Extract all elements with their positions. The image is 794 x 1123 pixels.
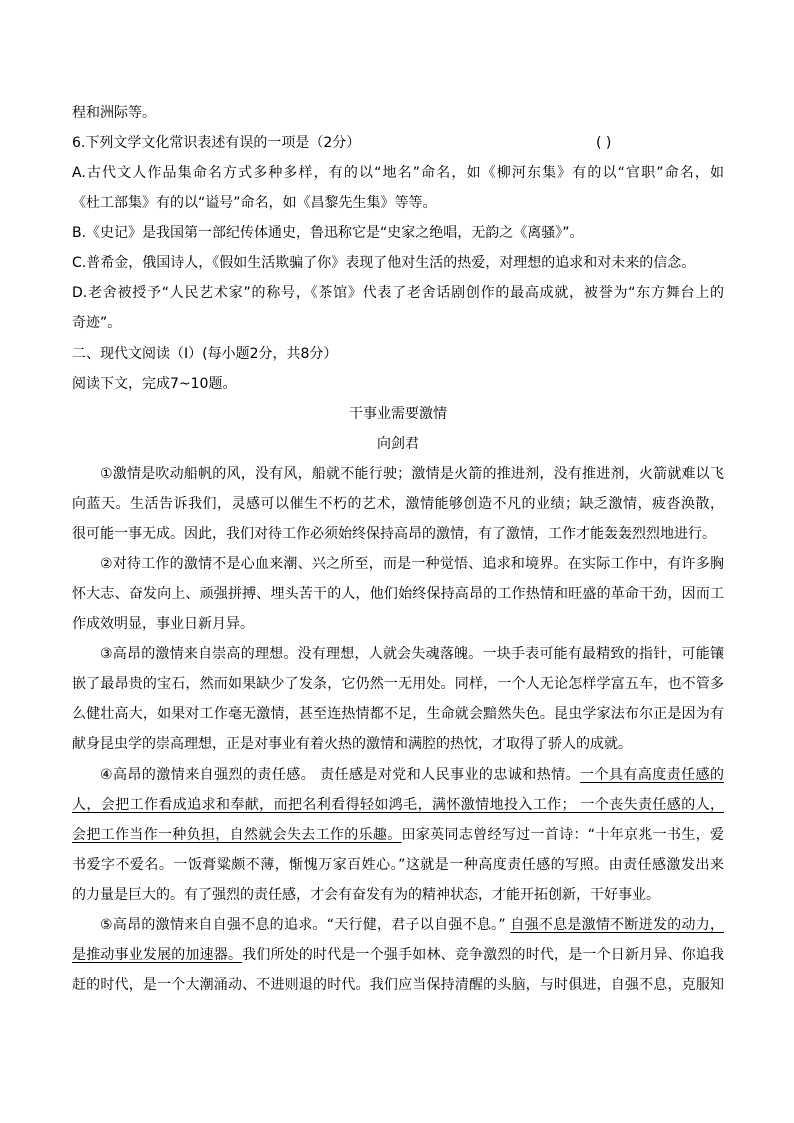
text-segment: 嵌了最昂贵的宝石，然而如果缺少了发条，它仍然一无用处。同样，一个人无论怎样学富五车，也不管多 [72, 676, 724, 693]
text-segment: ④高昂的激情来自强烈的责任感。 责任感是对党和人民事业的忠诚和热情。 [100, 766, 581, 783]
text-segment: 6.下列文学文化常识表述有误的一项是（2分） [72, 135, 361, 152]
answer-blank: ( ) [596, 135, 612, 152]
text-segment: 向剑君 [377, 435, 419, 452]
text-line [72, 795, 724, 815]
text-segment: 《杜工部集》有的以“谥号”命名，如《昌黎先生集》等等。 [72, 195, 437, 212]
text-line [72, 584, 724, 604]
text-line [72, 855, 724, 875]
text-segment: 作成效明显，事业日新月异。 [72, 616, 254, 633]
text-segment: 书爱字不爱名。一饭膏粱颇不薄，惭愧万家百姓心。”这就是一种高度责任感的写照。由责任感激发出来 [72, 856, 724, 873]
text-segment: ③高昂的激情来自崇高的理想。没有理想，人就会失魂落魄。一块手表可能有最精致的指针，可能镶 [100, 646, 724, 663]
text-segment: A.古代文人作品集命名方式多种多样，有的以“地名”命名，如《柳河东集》有的以“官职”命名，如 [72, 165, 724, 182]
text-line [72, 253, 724, 273]
text-segment: 阅读下文，完成7~10题。 [72, 375, 237, 392]
text-segment: 的力量是巨大的。有了强烈的责任感，才会有奋发有为的精神状态，才能开拓创新，干好事业。 [72, 886, 660, 903]
text-line [72, 554, 724, 574]
text-line [72, 614, 724, 634]
text-line [72, 704, 724, 724]
text-line [72, 494, 724, 514]
text-segment: B.《史记》是我国第一部纪传体通史，鲁迅称它是“史家之绝唱，无韵之《离骚》”。 [72, 225, 584, 242]
text-segment: 怀大志、奋发向上、顽强拼搏、埋头苦干的人，他们始终保持高昂的工作热情和旺盛的革命干劲，因而工 [72, 586, 724, 603]
text-segment: 田家英同志曾经写过一首诗：“十年京兆一书生，爱 [401, 826, 724, 843]
article-title [72, 404, 724, 424]
text-line [72, 644, 724, 664]
text-segment: ②对待工作的激情不是心血来潮、兴之所至，而是一种觉悟、追求和境界。在实际工作中，有许多胸 [100, 556, 724, 573]
underlined-text: 一个具有高度责任感的 [580, 766, 724, 783]
text-segment: ①激情是吹动船帆的风，没有风，船就不能行驶；激情是火箭的推进剂，没有推进剂，火箭就难以飞 [100, 465, 724, 482]
text-line [72, 975, 724, 995]
text-line [72, 885, 724, 905]
text-line [72, 313, 724, 333]
underlined-text: 自强不息是激情不断迸发的动力， [510, 916, 724, 933]
text-line [72, 344, 724, 364]
text-segment: 我们所处的时代是一个强手如林、竞争激烈的时代，是一个日新月异、你追我 [242, 946, 724, 963]
text-line [72, 734, 724, 754]
text-segment: 么健壮高大，如果对工作毫无激情，甚至连热情都不足，生命就会黯然失色。昆虫学家法布尔正是因为有 [72, 706, 724, 723]
text-segment: 赶的时代，是一个大潮涌动、不进则退的时代。我们应当保持清醒的头脑，与时俱进，自强不息，克服知 [72, 977, 724, 994]
text-segment: 献身昆虫学的崇高理想，正是对事业有着火热的激情和满腔的热忱，才取得了骄人的成就。 [72, 736, 632, 753]
text-line [72, 825, 724, 845]
text-line [72, 103, 724, 123]
text-line [72, 674, 724, 694]
text-segment: 干事业需要激情 [349, 405, 447, 422]
text-line [72, 133, 724, 153]
text-segment: ⑤高昂的激情来自自强不息的追求。“天行健，君子以自强不息。” [100, 916, 511, 933]
text-segment: D.老舍被授予“人民艺术家”的称号，《茶馆》代表了老舍话剧创作的最高成就，被誉为“东方舞台上的 [72, 285, 724, 302]
text-segment: 奇迹”。 [72, 315, 122, 332]
underlined-text: 人，会把工作看成追求和奉献，而把名利看得轻如鸿毛，满怀激情地投入工作； 一个丧失责任感的人， [72, 796, 724, 813]
text-line [72, 193, 724, 213]
text-segment: 向蓝天。生活告诉我们，灵感可以催生不朽的艺术，激情能够创造不凡的业绩；缺乏激情，疲沓涣散， [72, 495, 724, 512]
text-segment: 很可能一事无成。因此，我们对待工作必须始终保持高昂的激情，有了激情，工作才能轰轰烈烈地进行。 [72, 525, 716, 542]
text-line [72, 945, 724, 965]
article-author [72, 434, 724, 454]
text-line [72, 223, 724, 243]
text-line [72, 765, 724, 785]
underlined-text: 是推动事业发展的加速器。 [72, 946, 243, 963]
text-line [72, 283, 724, 303]
text-line [72, 915, 724, 935]
text-line [72, 464, 724, 484]
text-segment: 程和洲际等。 [72, 105, 156, 121]
text-line [72, 374, 724, 394]
underlined-text: 会把工作当作一种负担，自然就会失去工作的乐趣。 [72, 826, 402, 843]
text-segment: 二、现代文阅读（Ⅰ）(每小题2分，共8分） [72, 345, 338, 362]
text-line [72, 524, 724, 544]
text-segment: C.普希金，俄国诗人，《假如生活欺骗了你》表现了他对生活的热爱，对理想的追求和对未来的信念。 [72, 255, 696, 272]
text-line [72, 163, 724, 183]
